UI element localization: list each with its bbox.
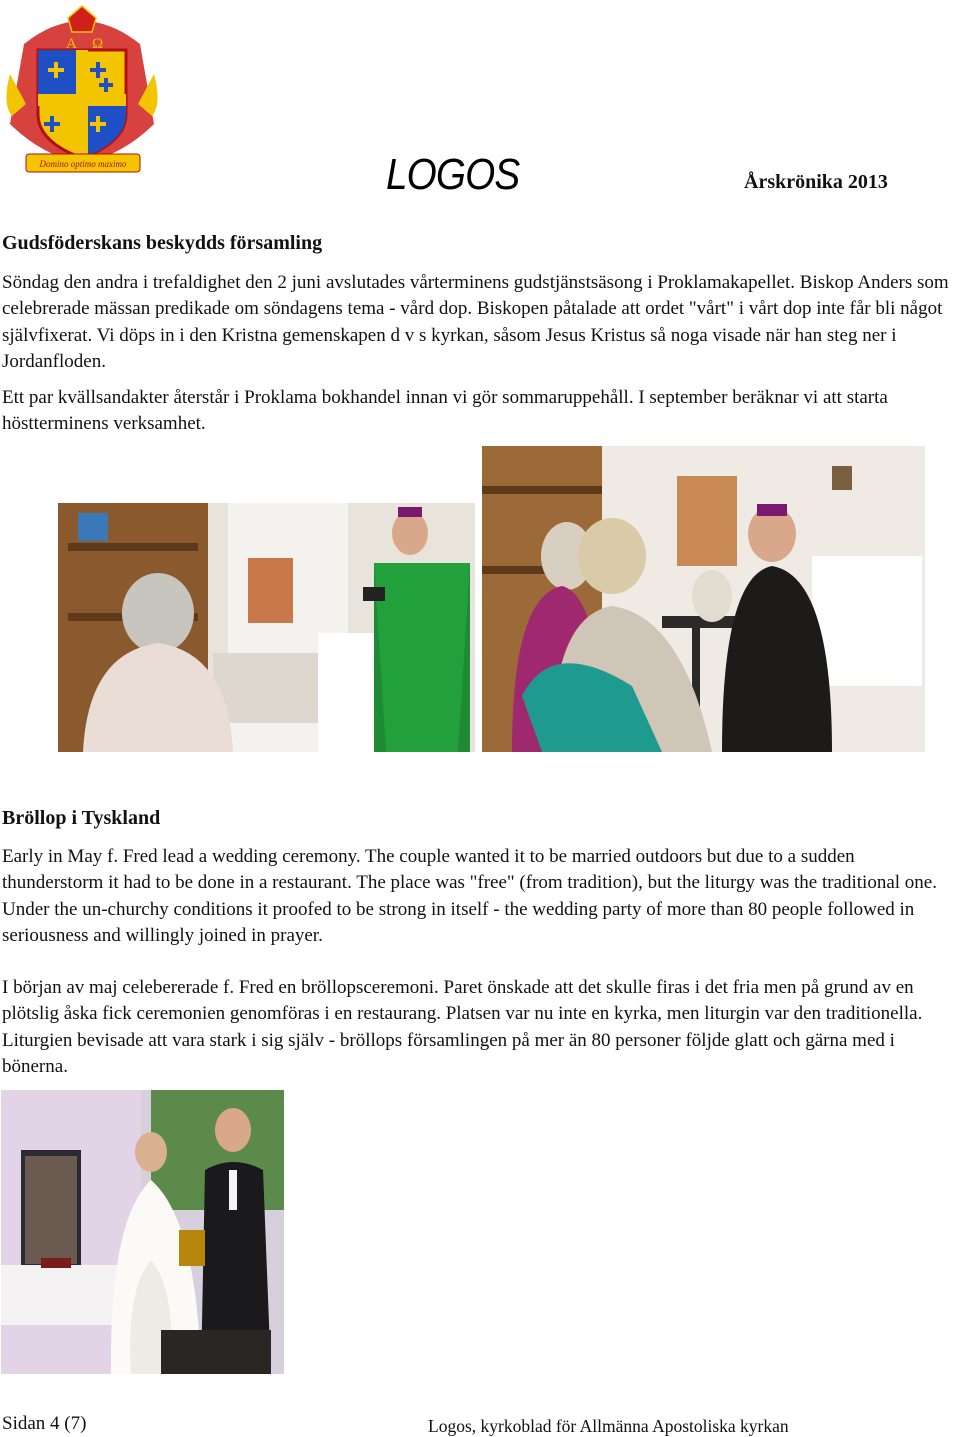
footer-page-number: Sidan 4 (7) <box>2 1413 87 1434</box>
year-label: Årskrönika 2013 <box>744 171 888 193</box>
photo-wedding-ceremony <box>1 1090 284 1374</box>
crest-motto-text: Domino optimo maximo <box>39 159 127 169</box>
crest-omega-text: Ω <box>92 36 104 52</box>
paragraph-parish-2: Ett par kvällsandakter återstår i Proklama bokhandel innan vi gör sommaruppehåll. I september beräknar vi att starta höstterminens verksamhet. <box>2 387 888 435</box>
footer-publication: Logos, kyrkoblad för Allmänna Apostoliska kyrkan <box>428 1416 789 1436</box>
section-heading-parish: Gudsföderskans beskydds församling <box>2 232 323 254</box>
photo-mass-celebration <box>58 503 475 752</box>
crest-alpha-text: A <box>66 36 77 52</box>
paragraph-wedding-swedish: I början av maj celebererade f. Fred en bröllopsceremoni. Paret önskade att det skulle firas i det fria men på grund av en plötslig åska fick ceremonien genomföras i en restaurang. Platsen var nu inte en kyrka, men liturgin var den traditionella. Liturgien bevisade att vara stark i sig själv - bröllops församlingen på mer än 80 personer följde glatt och gärna med i bönerna. <box>2 977 923 1077</box>
paragraph-wedding-english: Early in May f. Fred lead a wedding ceremony. The couple wanted it to be married outdoors but due to a sudden thunderstorm it had to be done in a restaurant. The place was "free" (from tradition), but the liturgy was the traditional one. Under the un-churchy conditions it proofed to be strong in itself - the wedding party of more than 80 people followed in seriousness and willingly joined in prayer. <box>2 846 937 946</box>
coat-of-arms-logo <box>4 4 160 190</box>
publication-title: LOGOS <box>386 150 520 199</box>
paragraph-parish-1: Söndag den andra i trefaldighet den 2 juni avslutades vårterminens gudstjänstsäsong i Proklamakapellet. Biskop Anders som celebrerade mässan predikade om söndagens tema - vård dop. Biskopen påtalade att ordet "vårt" i vårt dop inte får bli något självfixerat. Vi döps in i den Kristna gemenskapen d v s kyrkan, såsom Jesus Kristus så noga visade när han steg ner i Jordanfloden. <box>2 272 949 372</box>
section-heading-wedding: Bröllop i Tyskland <box>2 807 161 829</box>
photo-coffee-with-bishop <box>482 446 925 752</box>
